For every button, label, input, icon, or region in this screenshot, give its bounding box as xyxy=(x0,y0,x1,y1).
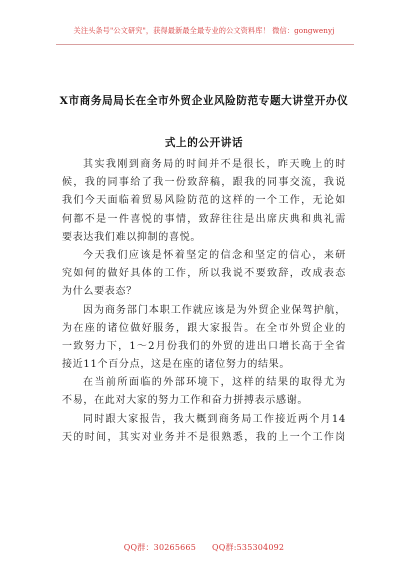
document-title-line-1: X市商务局局长在全市外贸企业风险防范专题大讲堂开办仪 xyxy=(59,95,349,107)
body-line: 为在座的诸位做好服务，跟大家报告。在全市外贸企业的 xyxy=(62,322,346,334)
body-line: 其实我刚到商务局的时间并不是很长，昨天晚上的时 xyxy=(83,159,346,170)
body-line: 一致努力下，1～2月份我们的外贸的进出口增长高于全省 xyxy=(62,340,346,352)
body-line: 不易，在此对大家的努力工作和奋力拼搏表示感谢。 xyxy=(62,395,309,407)
body-line: 因为商务部门本职工作就应该是为外贸企业保驾护航， xyxy=(83,304,346,316)
body-line: 同时跟大家报告，我大概到商务局工作接近两个月14 xyxy=(83,413,346,425)
header-divider xyxy=(56,44,354,45)
footer-qq-group-1: QQ群：30265665 xyxy=(123,543,196,552)
footer-contact xyxy=(0,542,408,553)
body-line: 接近11个百分点，这是在座的诸位努力的结果。 xyxy=(62,359,291,371)
body-line: 天的时间，其实对业务并不是很熟悉，我的上一个工作岗 xyxy=(62,431,346,443)
body-line: 为什么要表态？ xyxy=(62,286,137,298)
body-line: 今天我们应该是怀着坚定的信念和坚定的信心，来研 xyxy=(83,249,346,261)
body-line: 候，我的同事给了我一份致辞稿，跟我的同事交流，我说 xyxy=(62,177,346,189)
body-line: 我们今天面临着贸易风险防范的这样的一个工作，无论如 xyxy=(62,195,346,207)
footer-qq-group-2: QQ群:535304092 xyxy=(212,543,285,552)
body-line: 要表达我们难以抑制的喜悦。 xyxy=(62,231,202,243)
document-body xyxy=(62,156,346,447)
document-title-line-2: 式上的公开讲话 xyxy=(164,137,244,149)
body-line: 在当前所面临的外部环境下，这样的结果的取得尤为 xyxy=(83,377,346,389)
body-line: 何都不是一件喜悦的事情，致辞往往是出席庆典和典礼需 xyxy=(62,213,346,225)
header-note: 关注头条号"公文研究"，获得最新最全最专业的公文资料库！ 微信：gongwenyj xyxy=(73,26,335,35)
body-line: 究如何的做好具体的工作，所以我说不要致辞，改成表态 xyxy=(62,268,346,280)
